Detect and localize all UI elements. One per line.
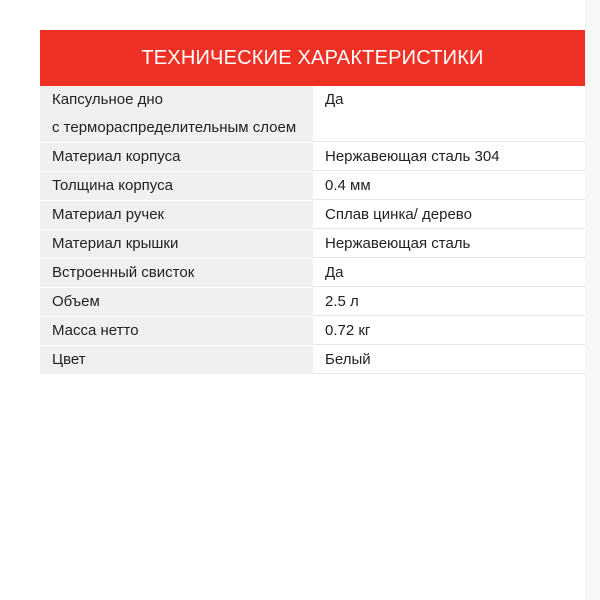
spec-value: 0.72 кг (313, 317, 585, 345)
spec-label: Толщина корпуса (40, 172, 313, 200)
spec-label: Материал крышки (40, 230, 313, 258)
spec-value: Сплав цинка/ дерево (313, 201, 585, 229)
spec-label-line: с термораспределительным слоем (52, 119, 297, 136)
spec-row (40, 346, 585, 375)
spec-row (40, 317, 585, 346)
spec-label: Масса нетто (40, 317, 313, 345)
spec-row (40, 288, 585, 317)
spec-row (40, 259, 585, 288)
specifications-table (40, 30, 585, 375)
spec-label: Встроенный свисток (40, 259, 313, 287)
spec-value: Нержавеющая сталь 304 (313, 143, 585, 171)
spec-row (40, 172, 585, 201)
specifications-title: ТЕХНИЧЕСКИЕ ХАРАКТЕРИСТИКИ (141, 46, 484, 69)
spec-label: Цвет (40, 346, 313, 374)
spec-value: Да (313, 259, 585, 287)
spec-label (40, 86, 313, 142)
spec-label: Материал корпуса (40, 143, 313, 171)
spec-value: 0.4 мм (313, 172, 585, 200)
spec-value: Нержавеющая сталь (313, 230, 585, 258)
spec-value: 2.5 л (313, 288, 585, 316)
spec-label-line: Капсульное дно (52, 91, 163, 108)
right-edge-strip (585, 0, 600, 600)
spec-label: Материал ручек (40, 201, 313, 229)
spec-value: Да (313, 86, 585, 142)
specifications-header (40, 30, 585, 86)
spec-row (40, 230, 585, 259)
spec-label: Объем (40, 288, 313, 316)
spec-row (40, 143, 585, 172)
spec-value: Белый (313, 346, 585, 374)
spec-row (40, 201, 585, 230)
spec-row (40, 86, 585, 143)
